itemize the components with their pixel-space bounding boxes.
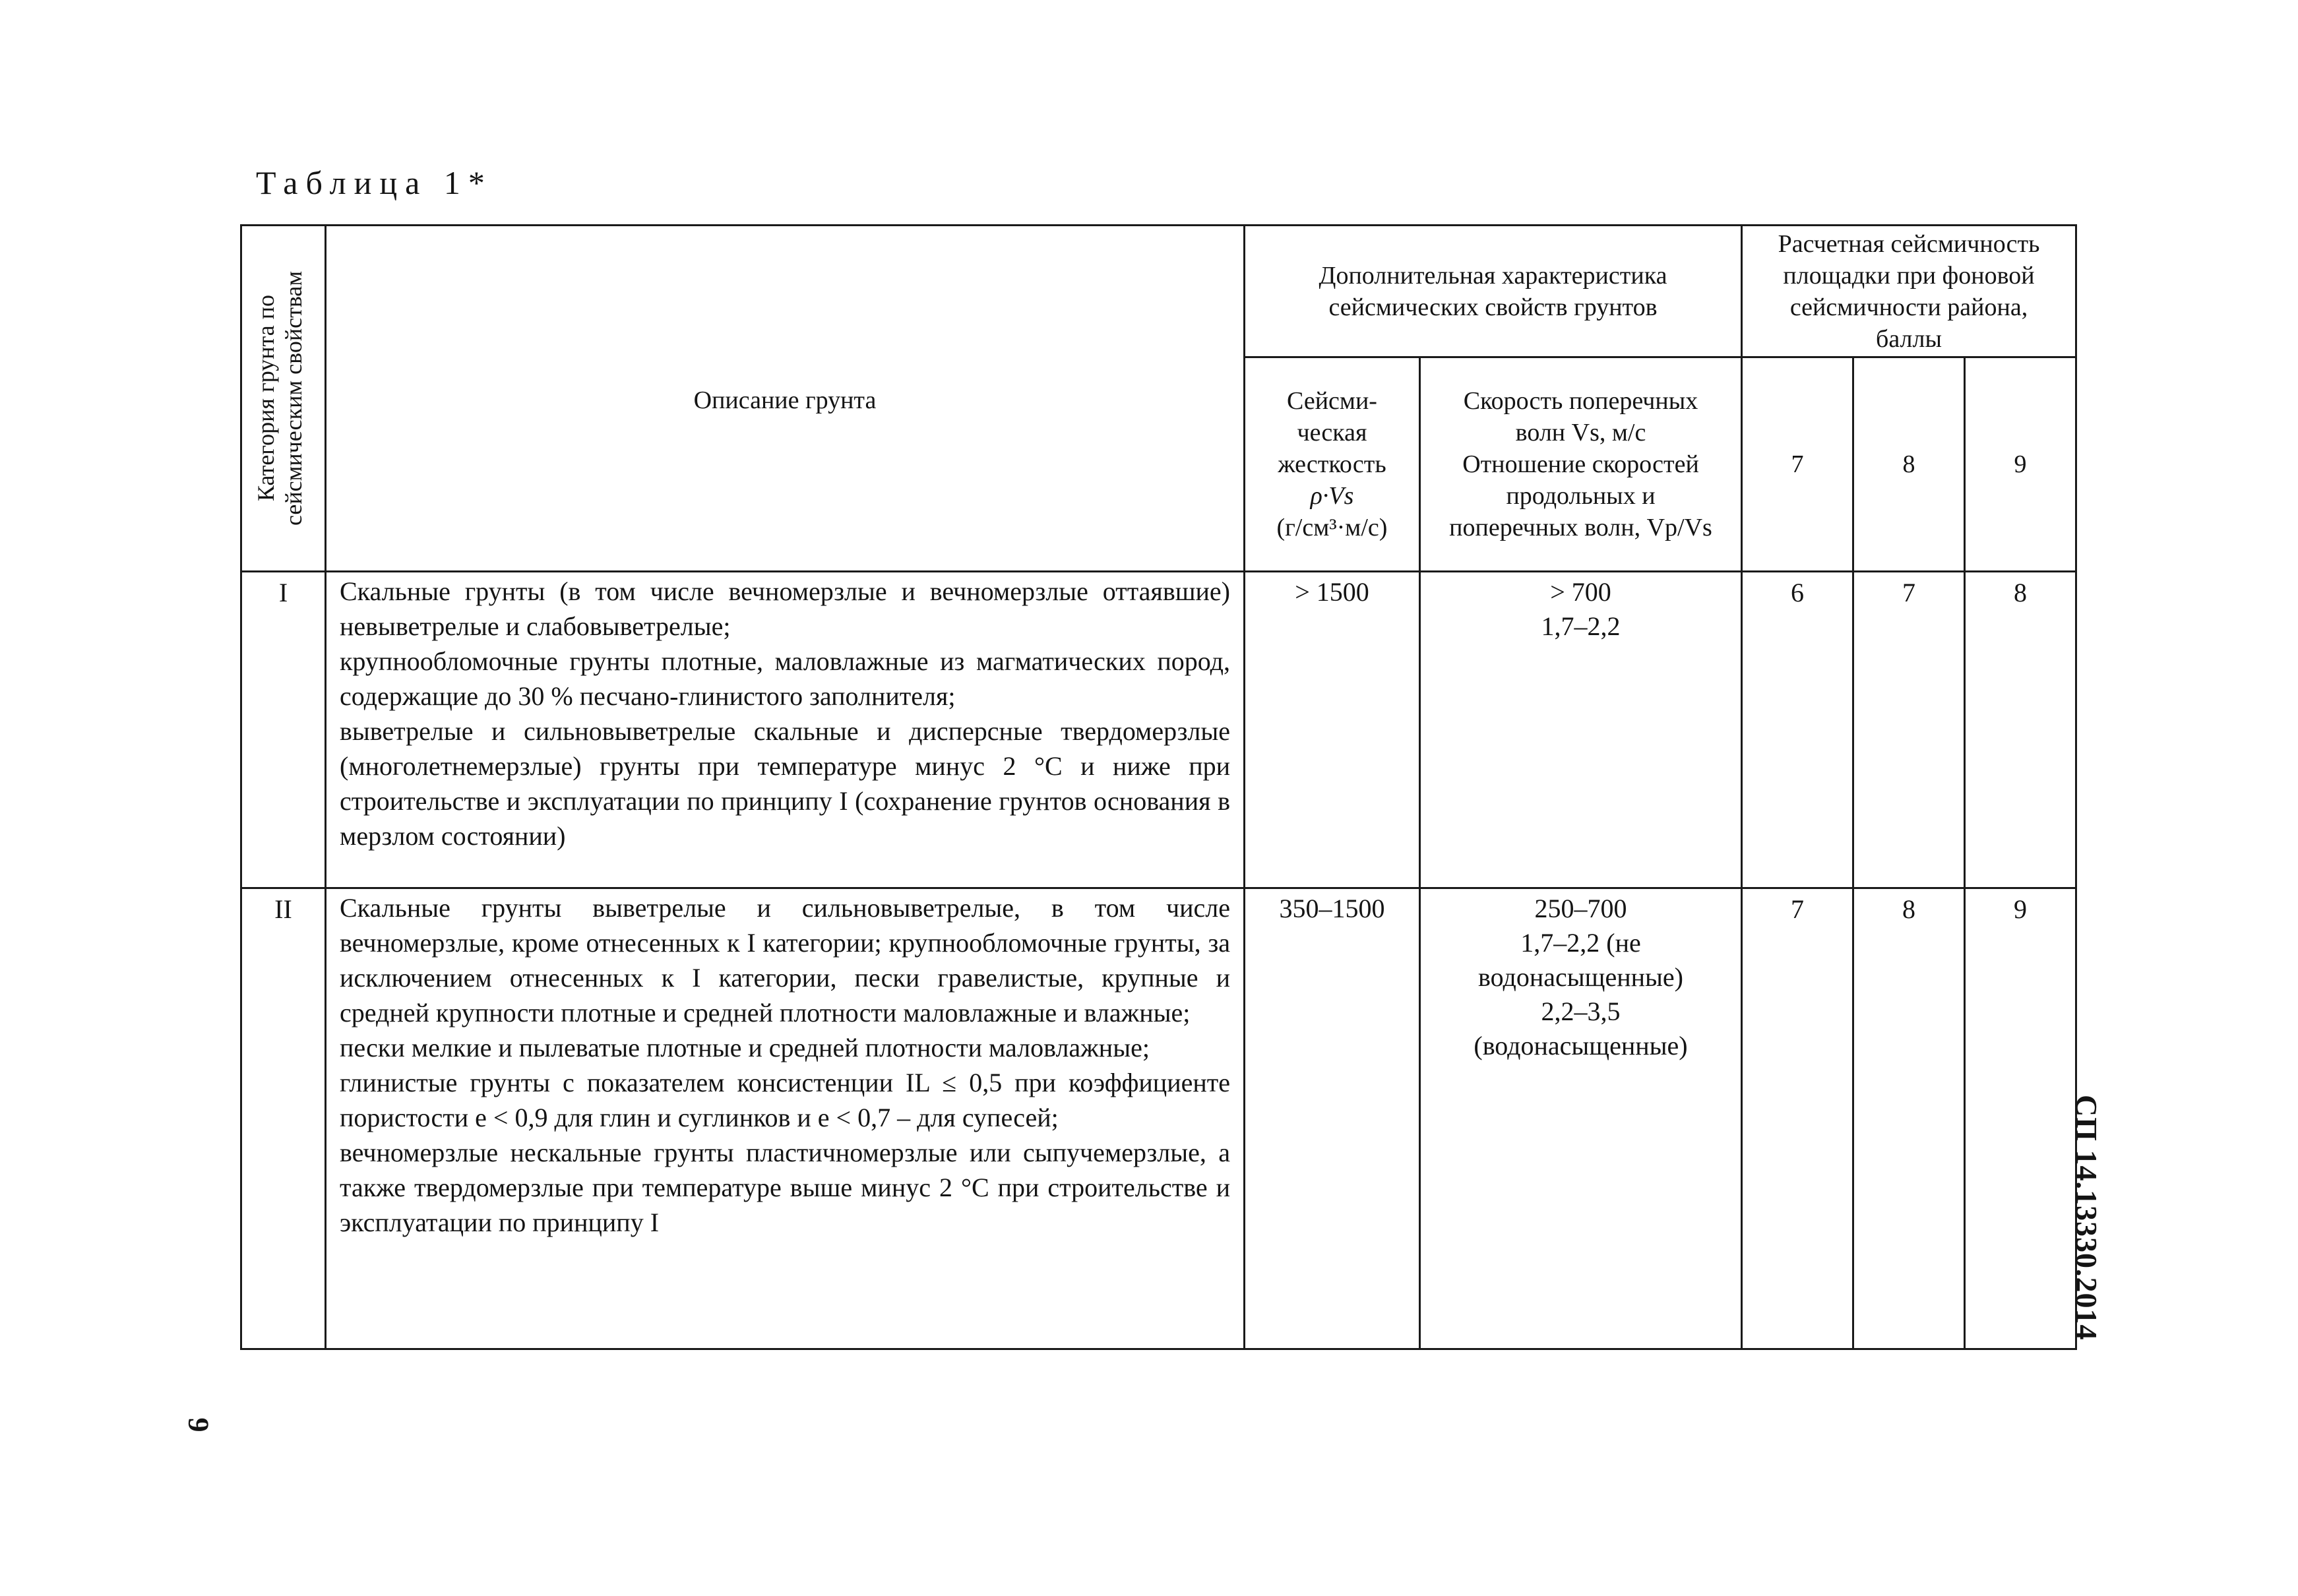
velocity-line: 1,7–2,2	[1541, 611, 1621, 641]
header-velocity-line: Отношение скоростей	[1462, 450, 1699, 478]
header-stiffness	[1245, 357, 1420, 572]
description-paragraph: глинистые грунты с показателем консистенции IL ≤ 0,5 при коэффициенте пористости e < 0,9 для глин и суглинков и e < 0,7 – для супесей;	[340, 1068, 1230, 1132]
header-category-text: Категория грунта по сейсмическим свойствам	[252, 270, 307, 526]
header-velocity-line: продольных и	[1506, 482, 1656, 510]
header-velocity-line: Скорость поперечных	[1463, 387, 1698, 415]
page-number: 9	[182, 1417, 215, 1432]
description-paragraph: крупнообломочные грунты плотные, маловлажные из магматических пород, содержащие до 30 % песчано-глинистого заполнителя;	[340, 646, 1230, 711]
row-category: I	[241, 572, 326, 888]
description-paragraph: Скальные грунты (в том числе вечномерзлые и вечномерзлые оттаявшие) невыветрелые и слабовыветрелые;	[340, 576, 1230, 641]
velocity-line: 2,2–3,5	[1541, 997, 1621, 1026]
header-stiffness-line: ческая	[1297, 419, 1367, 446]
header-description: Описание грунта	[326, 226, 1245, 572]
row-velocity	[1420, 572, 1742, 888]
row-score-9: 8	[1965, 572, 2076, 888]
row-score-8: 7	[1853, 572, 1965, 888]
header-category	[241, 226, 326, 572]
row-category: II	[241, 888, 326, 1349]
header-score-7: 7	[1742, 357, 1853, 572]
row-stiffness: > 1500	[1245, 572, 1420, 888]
table-caption: Таблица 1*	[256, 164, 493, 201]
row-score-9: 9	[1965, 888, 2076, 1349]
table-row	[241, 888, 2076, 1349]
row-description	[326, 888, 1245, 1349]
header-additional	[1245, 226, 1742, 357]
description-paragraph: Скальные грунты выветрелые и сильновыветрелые, в том числе вечномерзлые, кроме отнесенных к I категории; крупнообломочные грунты, за исключением отнесенных к I категории, пески гравелистые, крупные и средней крупности плотные и средней плотности маловлажные и влажные;	[340, 893, 1230, 1028]
velocity-line: > 700	[1550, 577, 1611, 607]
header-stiffness-line: жесткость	[1278, 450, 1386, 478]
table-row	[241, 572, 2076, 888]
header-score-8: 8	[1853, 357, 1965, 572]
velocity-line: 1,7–2,2 (не	[1520, 928, 1641, 958]
header-design-seismicity-text: Расчетная сейсмичность площадки при фоновой сейсмичности района, баллы	[1778, 230, 2040, 353]
row-description	[326, 572, 1245, 888]
header-velocity-line: поперечных волн, Vp/Vs	[1449, 514, 1712, 541]
header-score-9: 9	[1965, 357, 2076, 572]
document-id: СП 14.13330.2014	[2070, 1095, 2103, 1341]
row-score-7: 6	[1742, 572, 1853, 888]
header-design-seismicity	[1742, 226, 2076, 357]
header-stiffness-line: ρ·Vs	[1310, 482, 1354, 510]
header-velocity	[1420, 357, 1742, 572]
soil-category-table	[240, 224, 2077, 1350]
description-paragraph: выветрелые и сильновыветрелые скальные и дисперсные твердомерзлые (многолетнемерзлые) грунты при температуре минус 2 °С и ниже при строительстве и эксплуатации по принципу I (сохранение грунтов основания в мерзлом состоянии)	[340, 716, 1230, 851]
velocity-line: (водонасыщенные)	[1474, 1031, 1688, 1060]
row-stiffness: 350–1500	[1245, 888, 1420, 1349]
header-stiffness-line: (г/см³·м/с)	[1276, 514, 1388, 541]
velocity-line: 250–700	[1534, 894, 1627, 923]
description-paragraph: вечномерзлые нескальные грунты пластичномерзлые или сыпучемерзлые, а также твердомерзлые при температуре выше минус 2 °С при строительстве и эксплуатации по принципу I	[340, 1138, 1230, 1237]
header-additional-text: Дополнительная характеристика сейсмических свойств грунтов	[1319, 261, 1667, 321]
row-score-8: 8	[1853, 888, 1965, 1349]
row-velocity	[1420, 888, 1742, 1349]
velocity-line: водонасыщенные)	[1478, 962, 1683, 992]
header-velocity-line: волн Vs, м/с	[1515, 419, 1646, 446]
description-paragraph: пески мелкие и пылеватые плотные и средней плотности маловлажные;	[340, 1033, 1150, 1062]
row-score-7: 7	[1742, 888, 1853, 1349]
header-stiffness-line: Сейсми-	[1287, 387, 1377, 415]
